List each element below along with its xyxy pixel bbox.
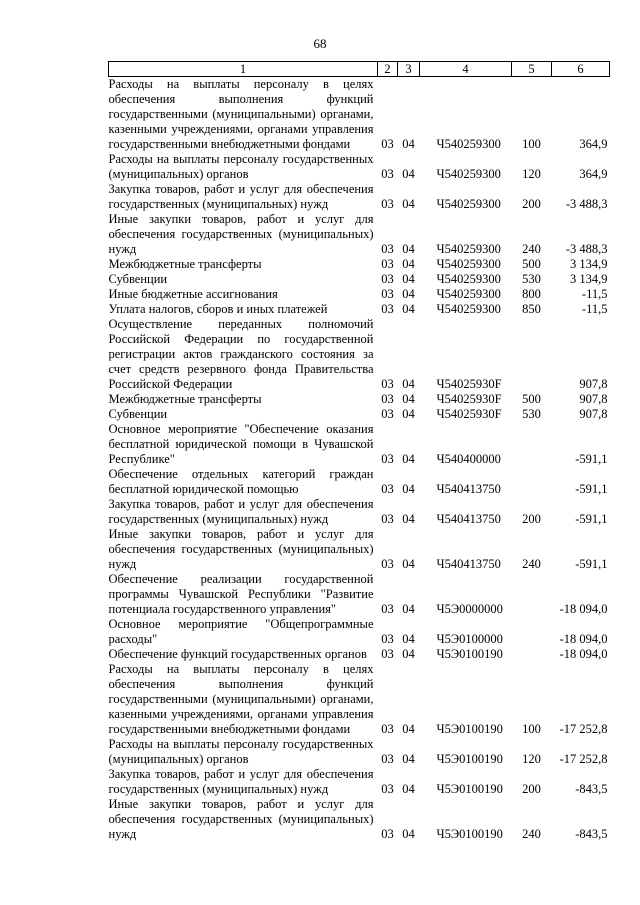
cell-section: 03 [381, 302, 394, 316]
cell-subsection: 04 [402, 392, 415, 406]
cell-subsection: 04 [402, 512, 415, 526]
table-row [109, 287, 610, 302]
cell-subsection: 04 [402, 287, 415, 301]
cell-expense-type [512, 467, 552, 497]
cell-section: 03 [381, 452, 394, 466]
table-row [109, 737, 610, 767]
cell-name: Осуществление переданных полномочий Российской Федерации по государственной регистрации актов гражданского состояния за счет средств резервного фонда Правительства Российской Федерации [108, 317, 374, 391]
table-row [109, 467, 610, 497]
cell-name: Закупка товаров, работ и услуг для обеспечения государственных (муниципальных) нужд [108, 767, 374, 796]
cell-subsection: 04 [402, 197, 415, 211]
cell-section: 03 [381, 827, 394, 841]
table-row [109, 572, 610, 617]
cell-section: 03 [381, 377, 394, 391]
cell-amount: -591,1 [575, 557, 608, 571]
cell-target-article: Ч540413750 [436, 557, 501, 571]
table-row [109, 662, 610, 737]
cell-subsection: 04 [402, 557, 415, 571]
cell-section: 03 [381, 722, 394, 736]
budget-table [108, 61, 610, 842]
cell-target-article: Ч5Э0000000 [436, 602, 503, 616]
cell-name: Межбюджетные трансферты [108, 257, 262, 271]
cell-section: 03 [381, 602, 394, 616]
cell-section: 03 [381, 257, 394, 271]
cell-target-article: Ч5Э0100190 [436, 752, 503, 766]
cell-expense-type: 530 [522, 272, 541, 286]
cell-section: 03 [381, 557, 394, 571]
cell-target-article: Ч540413750 [436, 482, 501, 496]
cell-section: 03 [381, 782, 394, 796]
cell-target-article: Ч540259300 [436, 287, 501, 301]
cell-expense-type [512, 647, 552, 662]
cell-target-article: Ч5Э0100000 [436, 632, 503, 646]
cell-expense-type: 500 [522, 392, 541, 406]
cell-target-article: Ч540259300 [436, 242, 501, 256]
cell-expense-type: 100 [522, 137, 541, 151]
cell-name: Иные закупки товаров, работ и услуг для обеспечения государственных (муниципальных) нужд [108, 797, 374, 841]
table-row [109, 212, 610, 257]
cell-expense-type: 120 [522, 167, 541, 181]
cell-name: Закупка товаров, работ и услуг для обеспечения государственных (муниципальных) нужд [108, 182, 374, 211]
cell-section: 03 [381, 242, 394, 256]
header-cell-subsection: 3 [398, 62, 420, 77]
cell-amount: -11,5 [581, 302, 608, 316]
cell-amount: -591,1 [575, 482, 608, 496]
cell-amount: -843,5 [575, 782, 608, 796]
cell-amount: -591,1 [575, 512, 608, 526]
cell-subsection: 04 [402, 722, 415, 736]
cell-amount: -17 252,8 [559, 752, 608, 766]
cell-section: 03 [381, 137, 394, 151]
table-row [109, 797, 610, 842]
cell-amount: -3 488,3 [565, 197, 608, 211]
cell-section: 03 [381, 167, 394, 181]
cell-subsection: 04 [402, 647, 415, 661]
cell-amount: -17 252,8 [559, 722, 608, 736]
cell-name: Расходы на выплаты персоналу в целях обеспечения выполнения функций государственными (муниципальными) органами, казенными учреждениями, органами управления государственными внебюджетными фондами [108, 77, 374, 151]
cell-expense-type [512, 572, 552, 617]
cell-subsection: 04 [402, 167, 415, 181]
cell-expense-type: 200 [522, 512, 541, 526]
cell-name: Обеспечение реализации государственной программы Чувашской Республики "Развитие потенциала государственного управления" [108, 572, 374, 616]
page-number: 68 [313, 36, 327, 51]
cell-expense-type: 530 [522, 407, 541, 421]
cell-subsection: 04 [402, 482, 415, 496]
cell-section: 03 [381, 272, 394, 286]
cell-name: Расходы на выплаты персоналу в целях обеспечения выполнения функций государственными (муниципальными) органами, казенными учреждениями, органами управления государственными внебюджетными фондами [108, 662, 374, 736]
cell-amount: 907,8 [579, 407, 608, 421]
cell-subsection: 04 [402, 782, 415, 796]
cell-subsection: 04 [402, 137, 415, 151]
table-row [109, 647, 610, 662]
cell-target-article: Ч54025930F [436, 377, 502, 391]
cell-section: 03 [381, 287, 394, 301]
cell-section: 03 [381, 482, 394, 496]
cell-name: Расходы на выплаты персоналу государственных (муниципальных) органов [108, 737, 374, 766]
header-cell-expense-type: 5 [512, 62, 552, 77]
header-cell-section: 2 [378, 62, 398, 77]
cell-amount: -11,5 [581, 287, 608, 301]
cell-target-article: Ч540259300 [436, 197, 501, 211]
cell-section: 03 [381, 632, 394, 646]
table-row [109, 527, 610, 572]
cell-target-article: Ч540259300 [436, 137, 501, 151]
cell-name: Межбюджетные трансферты [108, 392, 262, 406]
cell-target-article: Ч5Э0100190 [436, 782, 503, 796]
cell-name: Основное мероприятие "Обеспечение оказания бесплатной юридической помощи в Чувашской Республике" [108, 422, 374, 466]
cell-section: 03 [381, 647, 394, 661]
table-row [109, 302, 610, 317]
cell-amount: 907,8 [579, 377, 608, 391]
cell-target-article: Ч540259300 [436, 257, 501, 271]
cell-name: Иные закупки товаров, работ и услуг для обеспечения государственных (муниципальных) нужд [108, 212, 374, 256]
cell-section: 03 [381, 752, 394, 766]
cell-expense-type: 100 [522, 722, 541, 736]
cell-subsection: 04 [402, 827, 415, 841]
cell-amount: -18 094,0 [559, 632, 608, 646]
table-row [109, 317, 610, 392]
cell-target-article: Ч540259300 [436, 272, 501, 286]
cell-expense-type: 500 [522, 257, 541, 271]
table-row [109, 392, 610, 407]
cell-subsection: 04 [402, 377, 415, 391]
cell-expense-type [512, 422, 552, 467]
cell-name: Иные закупки товаров, работ и услуг для обеспечения государственных (муниципальных) нужд [108, 527, 374, 571]
cell-subsection: 04 [402, 272, 415, 286]
cell-target-article: Ч5Э0100190 [436, 647, 503, 661]
cell-target-article: Ч540400000 [436, 452, 501, 466]
cell-subsection: 04 [402, 242, 415, 256]
cell-name: Обеспечение функций государственных органов [108, 647, 367, 661]
cell-amount: 907,8 [579, 392, 608, 406]
cell-name: Расходы на выплаты персоналу государственных (муниципальных) органов [108, 152, 374, 181]
cell-amount: -18 094,0 [559, 602, 608, 616]
cell-subsection: 04 [402, 302, 415, 316]
cell-expense-type: 800 [522, 287, 541, 301]
table-row [109, 767, 610, 797]
cell-name: Основное мероприятие "Общепрограммные расходы" [108, 617, 374, 646]
table-row [109, 182, 610, 212]
cell-section: 03 [381, 512, 394, 526]
header-row [109, 62, 610, 77]
cell-target-article: Ч540259300 [436, 167, 501, 181]
cell-target-article: Ч5Э0100190 [436, 722, 503, 736]
cell-amount: 364,9 [579, 137, 608, 151]
cell-amount: -591,1 [575, 452, 608, 466]
cell-expense-type: 240 [522, 557, 541, 571]
cell-expense-type: 120 [522, 752, 541, 766]
cell-amount: 3 134,9 [570, 257, 608, 271]
table-row [109, 407, 610, 422]
header-cell-name: 1 [109, 62, 378, 77]
table-row [109, 272, 610, 287]
cell-subsection: 04 [402, 407, 415, 421]
cell-subsection: 04 [402, 752, 415, 766]
cell-target-article: Ч5Э0100190 [436, 827, 503, 841]
cell-subsection: 04 [402, 257, 415, 271]
header-cell-amount: 6 [552, 62, 610, 77]
cell-amount: -18 094,0 [559, 647, 608, 661]
cell-amount: 3 134,9 [570, 272, 608, 286]
cell-name: Субвенции [108, 407, 168, 421]
table-row [109, 497, 610, 527]
cell-target-article: Ч540259300 [436, 302, 501, 316]
table-row [109, 257, 610, 272]
cell-expense-type [512, 317, 552, 392]
cell-section: 03 [381, 197, 394, 211]
cell-amount: -3 488,3 [565, 242, 608, 256]
cell-name: Закупка товаров, работ и услуг для обеспечения государственных (муниципальных) нужд [108, 497, 374, 526]
cell-section: 03 [381, 407, 394, 421]
cell-amount: 364,9 [579, 167, 608, 181]
cell-subsection: 04 [402, 632, 415, 646]
cell-expense-type: 240 [522, 827, 541, 841]
cell-section: 03 [381, 392, 394, 406]
cell-target-article: Ч54025930F [436, 392, 502, 406]
cell-expense-type [512, 617, 552, 647]
cell-expense-type: 200 [522, 782, 541, 796]
cell-expense-type: 850 [522, 302, 541, 316]
cell-expense-type: 200 [522, 197, 541, 211]
cell-subsection: 04 [402, 602, 415, 616]
table-row [109, 77, 610, 153]
cell-target-article: Ч540413750 [436, 512, 501, 526]
table-row [109, 152, 610, 182]
table-row [109, 422, 610, 467]
header-cell-target-article: 4 [420, 62, 512, 77]
cell-name: Уплата налогов, сборов и иных платежей [108, 302, 328, 316]
cell-name: Субвенции [108, 272, 168, 286]
cell-amount: -843,5 [575, 827, 608, 841]
cell-name: Иные бюджетные ассигнования [108, 287, 278, 301]
cell-name: Обеспечение отдельных категорий граждан бесплатной юридической помощью [108, 467, 374, 496]
cell-target-article: Ч54025930F [436, 407, 502, 421]
cell-expense-type: 240 [522, 242, 541, 256]
cell-subsection: 04 [402, 452, 415, 466]
table-row [109, 617, 610, 647]
